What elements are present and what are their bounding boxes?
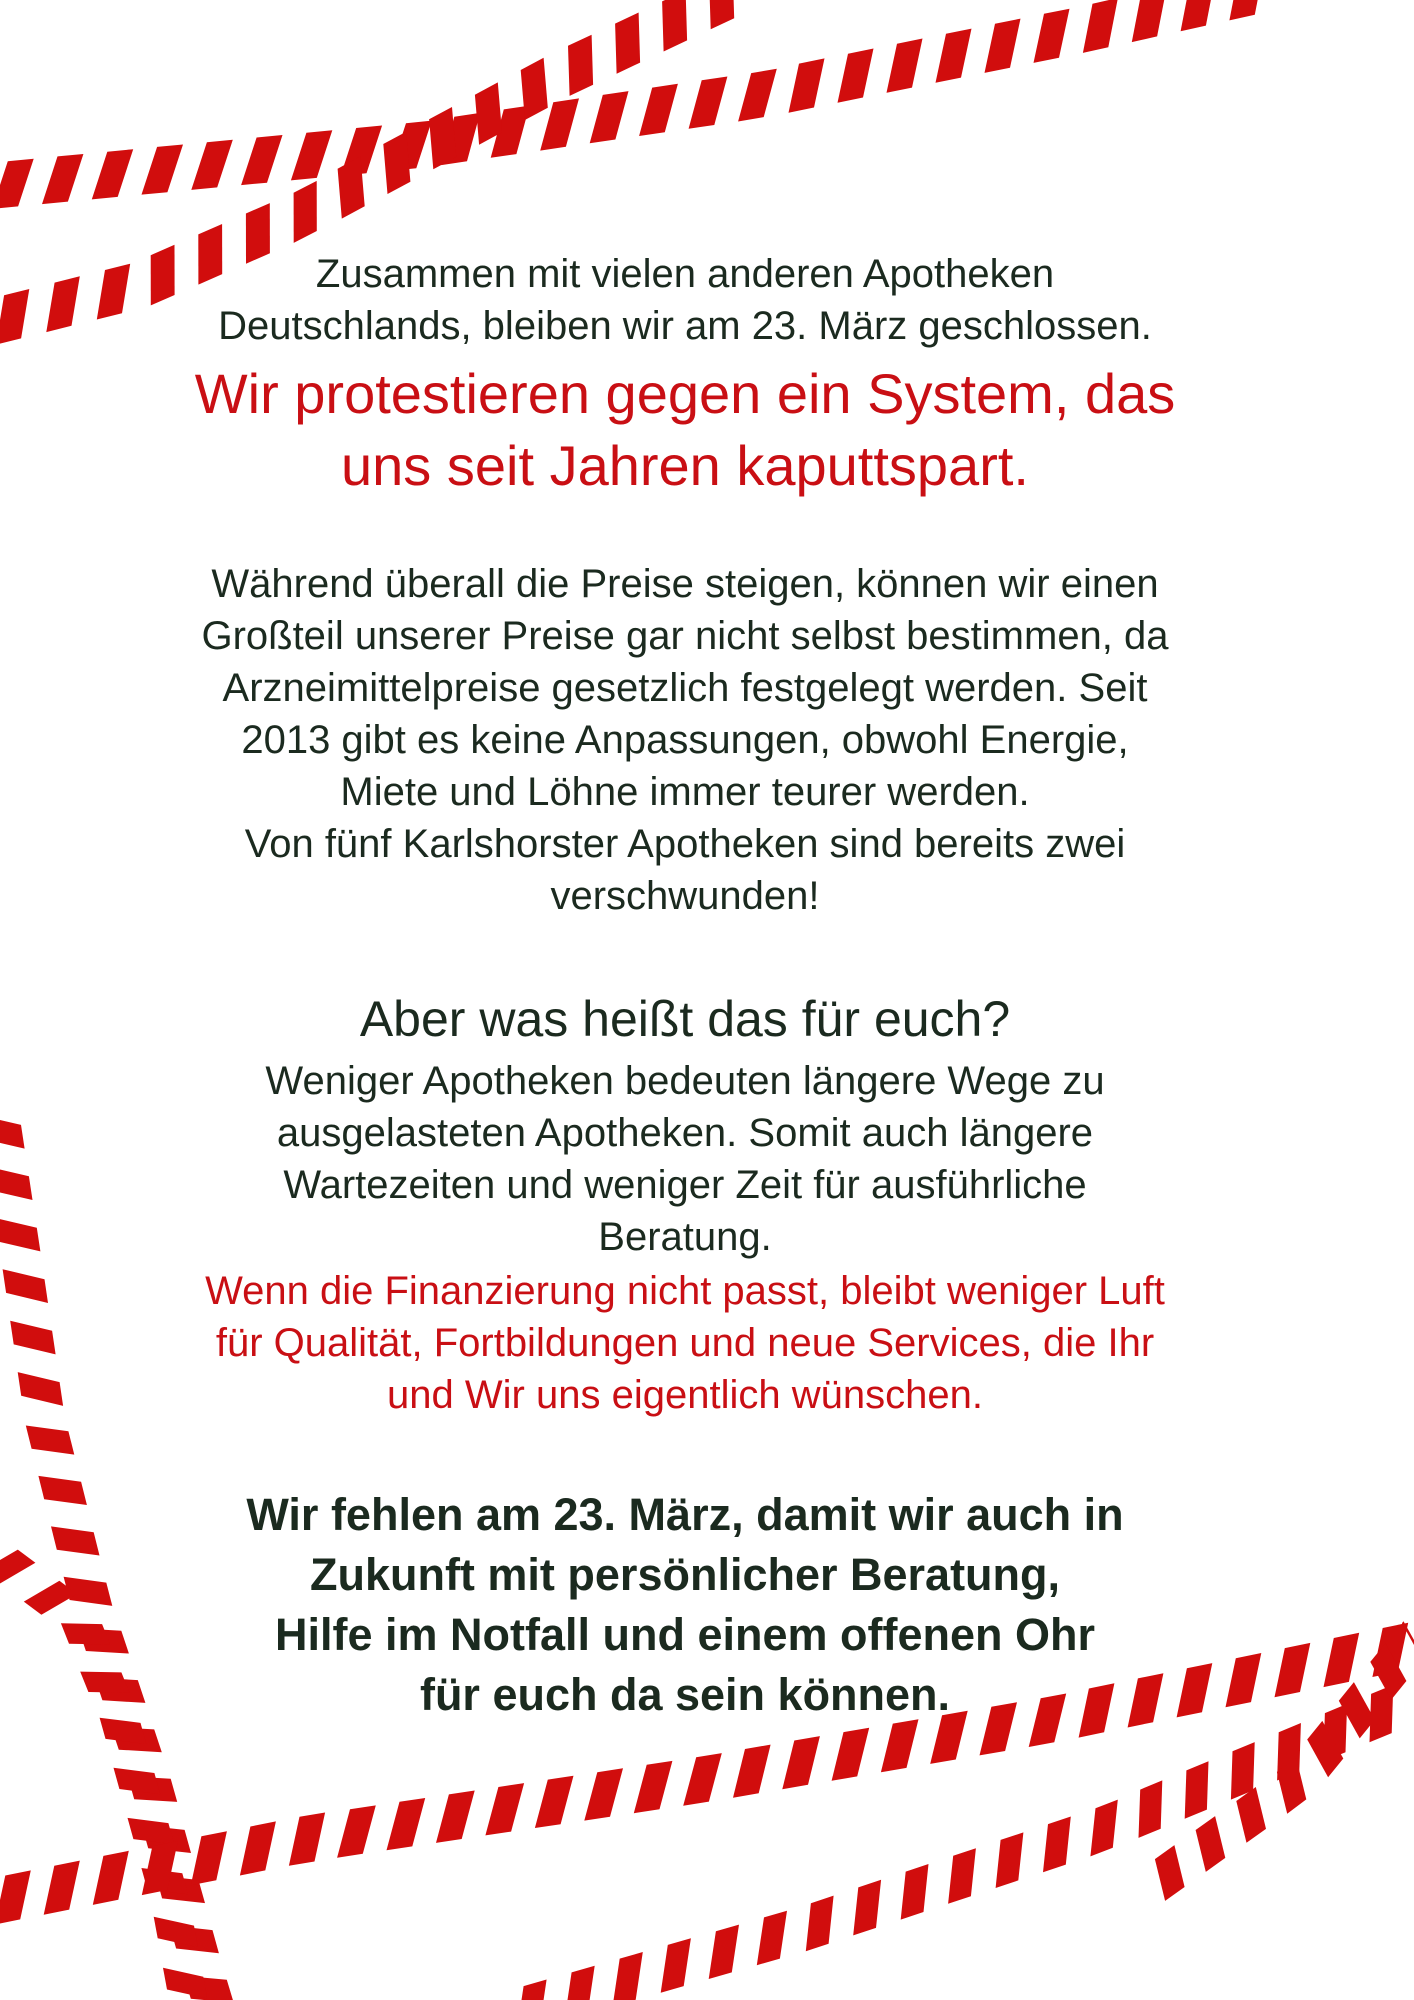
body-line: Während überall die Preise steigen, können wir einen bbox=[211, 562, 1159, 606]
protest-line: Wir protestieren gegen ein System, das bbox=[194, 362, 1176, 425]
body-line: Großteil unserer Preise gar nicht selbst bestimmen, da bbox=[201, 614, 1169, 658]
body-line: Von fünf Karlshorster Apotheken sind bereits zwei bbox=[244, 822, 1126, 866]
consequence-line: für Qualität, Fortbildungen und neue Services, die Ihr bbox=[215, 1321, 1155, 1365]
closing-statement bbox=[110, 1485, 1260, 1725]
protest-headline bbox=[110, 358, 1260, 502]
intro-line: Zusammen mit vielen anderen Apotheken bbox=[315, 252, 1055, 296]
question-line: ausgelasteten Apotheken. Somit auch längere bbox=[276, 1111, 1094, 1155]
consequence-text bbox=[110, 1265, 1260, 1421]
body-line: Miete und Löhne immer teurer werden. bbox=[340, 770, 1030, 814]
intro-text bbox=[110, 248, 1260, 352]
question-line: Wartezeiten und weniger Zeit für ausführliche bbox=[283, 1163, 1087, 1207]
consequence-line: Wenn die Finanzierung nicht passt, bleibt weniger Luft bbox=[205, 1269, 1165, 1313]
body-line: verschwunden! bbox=[550, 874, 820, 918]
consequence-line: und Wir uns eigentlich wünschen. bbox=[387, 1373, 983, 1417]
question-heading bbox=[110, 988, 1260, 1050]
closing-line: Wir fehlen am 23. März, damit wir auch in bbox=[246, 1489, 1124, 1540]
question-line: Beratung. bbox=[598, 1215, 772, 1259]
body-line: Arzneimittelpreise gesetzlich festgelegt werden. Seit bbox=[222, 666, 1148, 710]
price-explanation-text bbox=[110, 558, 1260, 922]
intro-line: Deutschlands, bleiben wir am 23. März geschlossen. bbox=[218, 304, 1152, 348]
protest-line: uns seit Jahren kaputtspart. bbox=[341, 434, 1029, 497]
body-line: 2013 gibt es keine Anpassungen, obwohl Energie, bbox=[241, 718, 1129, 762]
question-line: Weniger Apotheken bedeuten längere Wege zu bbox=[265, 1059, 1105, 1103]
closing-line: für euch da sein können. bbox=[419, 1669, 951, 1720]
question-title: Aber was heißt das für euch? bbox=[359, 991, 1011, 1047]
question-answer-text bbox=[110, 1055, 1260, 1263]
closing-line: Hilfe im Notfall und einem offenen Ohr bbox=[274, 1609, 1096, 1660]
closing-line: Zukunft mit persönlicher Beratung, bbox=[309, 1549, 1061, 1600]
